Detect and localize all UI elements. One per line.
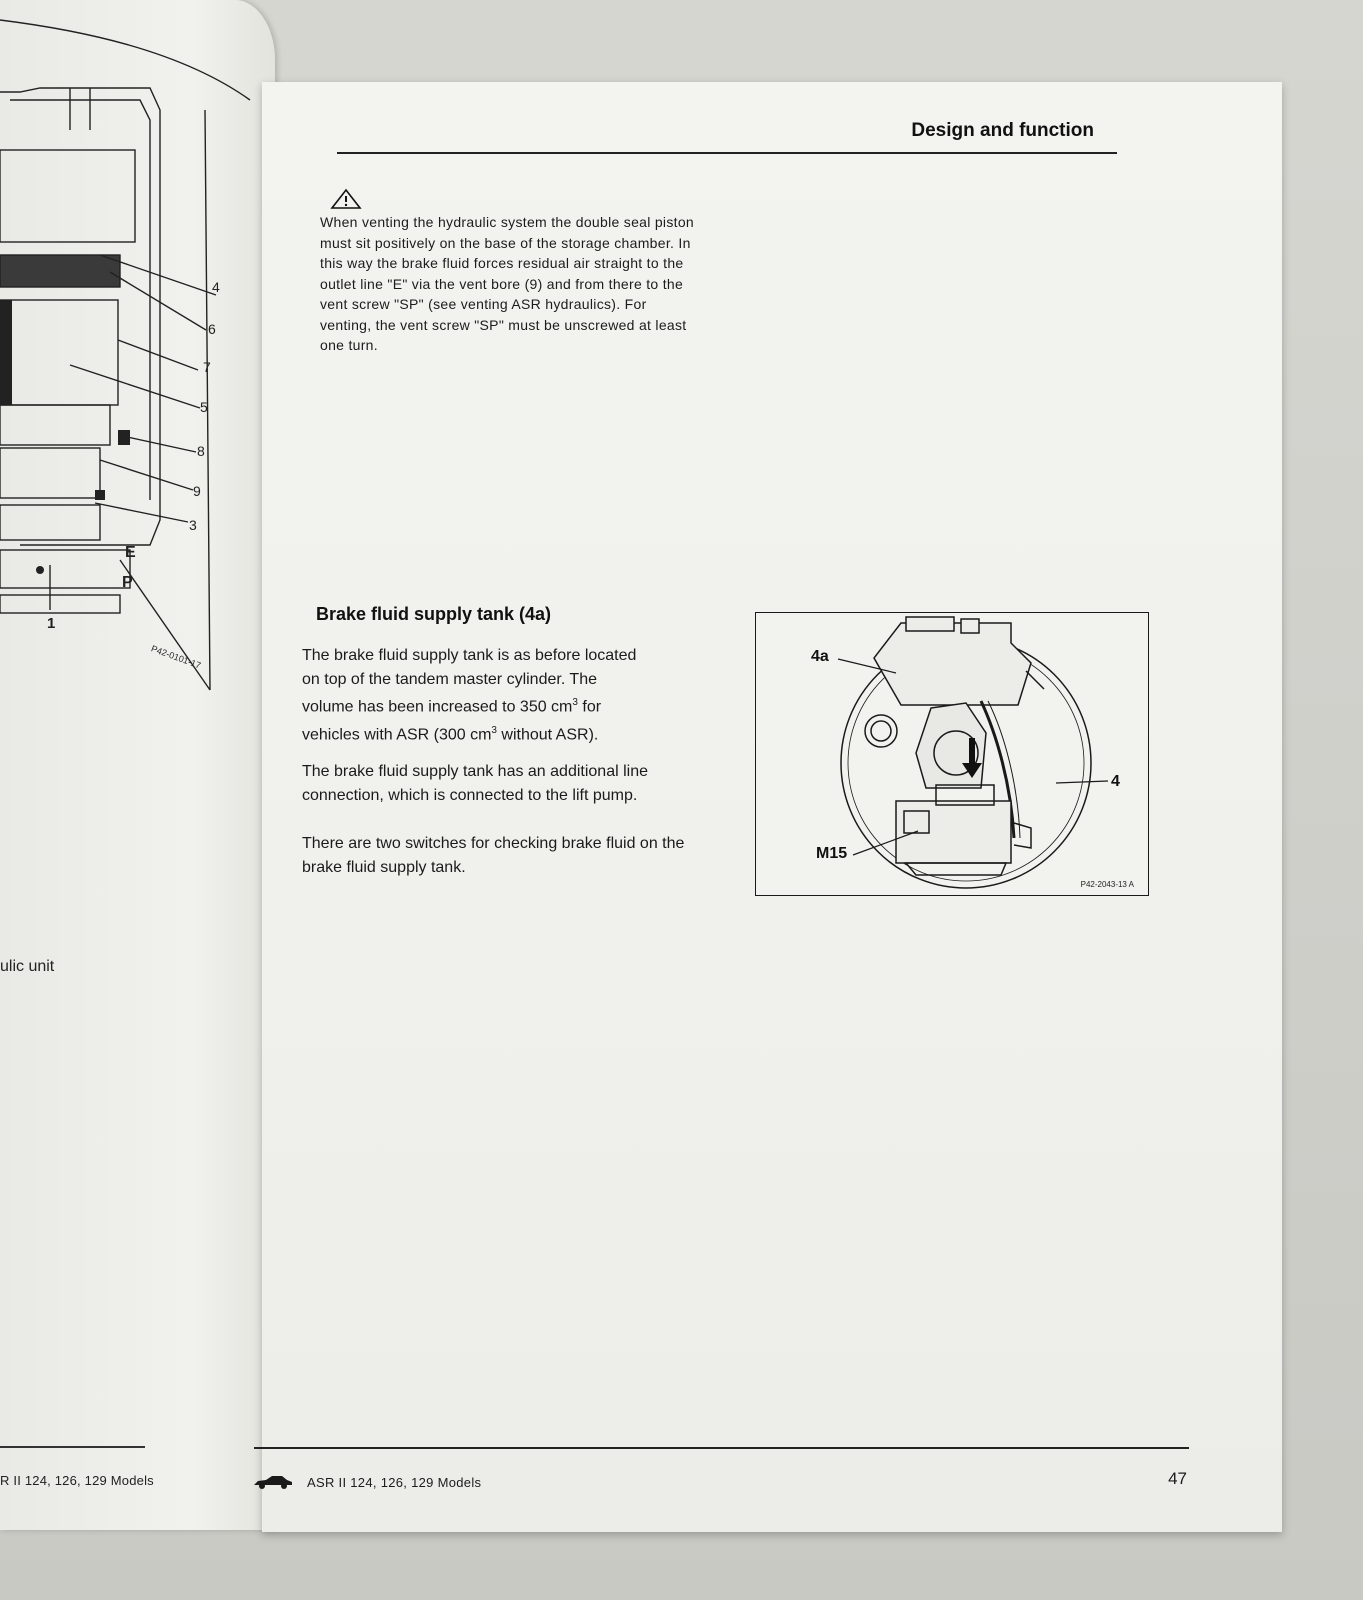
left-figure-code: P42-0101-17 bbox=[149, 643, 203, 671]
figure-label-4a: 4a bbox=[811, 648, 829, 665]
hydraulic-unit-diagram bbox=[0, 0, 275, 700]
page-header-title: Design and function bbox=[911, 120, 1094, 141]
figure-label-m15: M15 bbox=[816, 845, 848, 862]
left-page bbox=[0, 0, 275, 1530]
callout-3: 3 bbox=[189, 517, 197, 533]
figure-code: P42-2043-13 A bbox=[1080, 880, 1134, 889]
warning-text: When venting the hydraulic system the double seal piston must sit positively on the base of the storage chamber. In this way the brake fluid forces residual air straight to the outlet line "E" via the vent bore (9) and from there to the vent screw "SP" (see venting ASR hydraulics). For venting, the vent screw "SP" must be unscrewed at least one turn. bbox=[320, 214, 695, 353]
paragraph-1-line-2: on top of the tandem master cylinder. The bbox=[302, 670, 597, 688]
car-icon bbox=[252, 1474, 294, 1490]
header-rule bbox=[337, 152, 1117, 154]
right-page bbox=[262, 82, 1282, 1532]
warning-block bbox=[320, 188, 700, 356]
callout-E: E bbox=[125, 544, 136, 561]
paragraph-supply-tank-volume bbox=[302, 644, 712, 747]
section-heading: Brake fluid supply tank (4a) bbox=[316, 604, 552, 624]
callout-9: 9 bbox=[193, 483, 201, 499]
callout-4: 4 bbox=[212, 279, 220, 295]
footer-rule bbox=[254, 1447, 1189, 1449]
paragraph-1-line-1: The brake fluid supply tank is as before located bbox=[302, 647, 637, 664]
left-footer-fragment: R II 124, 126, 129 Models bbox=[0, 1473, 154, 1488]
callout-P: P bbox=[122, 574, 133, 591]
callout-7: 7 bbox=[203, 359, 211, 375]
supply-tank-figure bbox=[755, 612, 1149, 896]
callout-8: 8 bbox=[197, 443, 205, 459]
footer-title: ASR II 124, 126, 129 Models bbox=[307, 1475, 482, 1490]
superscript-3: 3 bbox=[572, 697, 578, 708]
figure-label-4: 4 bbox=[1111, 773, 1120, 790]
paragraph-line-connection: The brake fluid supply tank has an additional line connection, which is connected to the lift pump. bbox=[302, 763, 648, 804]
warning-triangle-icon bbox=[330, 188, 362, 210]
callout-5: 5 bbox=[200, 399, 208, 415]
superscript-3: 3 bbox=[491, 724, 497, 736]
left-caption-fragment: ulic unit bbox=[0, 958, 55, 975]
page-number: 47 bbox=[1168, 1469, 1187, 1488]
callout-6: 6 bbox=[208, 321, 216, 337]
callout-1: 1 bbox=[47, 615, 56, 632]
paragraph-1-line-4-end: without ASR). bbox=[496, 726, 599, 744]
paragraph-1-line-3: volume has been increased to 350 cm bbox=[302, 698, 573, 716]
paragraph-1-line-4: vehicles with ASR (300 cm bbox=[302, 726, 492, 744]
paragraph-switches: There are two switches for checking brake fluid on the brake fluid supply tank. bbox=[302, 835, 685, 876]
paragraph-1-line-3-end: for bbox=[577, 698, 602, 716]
left-footer-rule bbox=[0, 1446, 145, 1448]
